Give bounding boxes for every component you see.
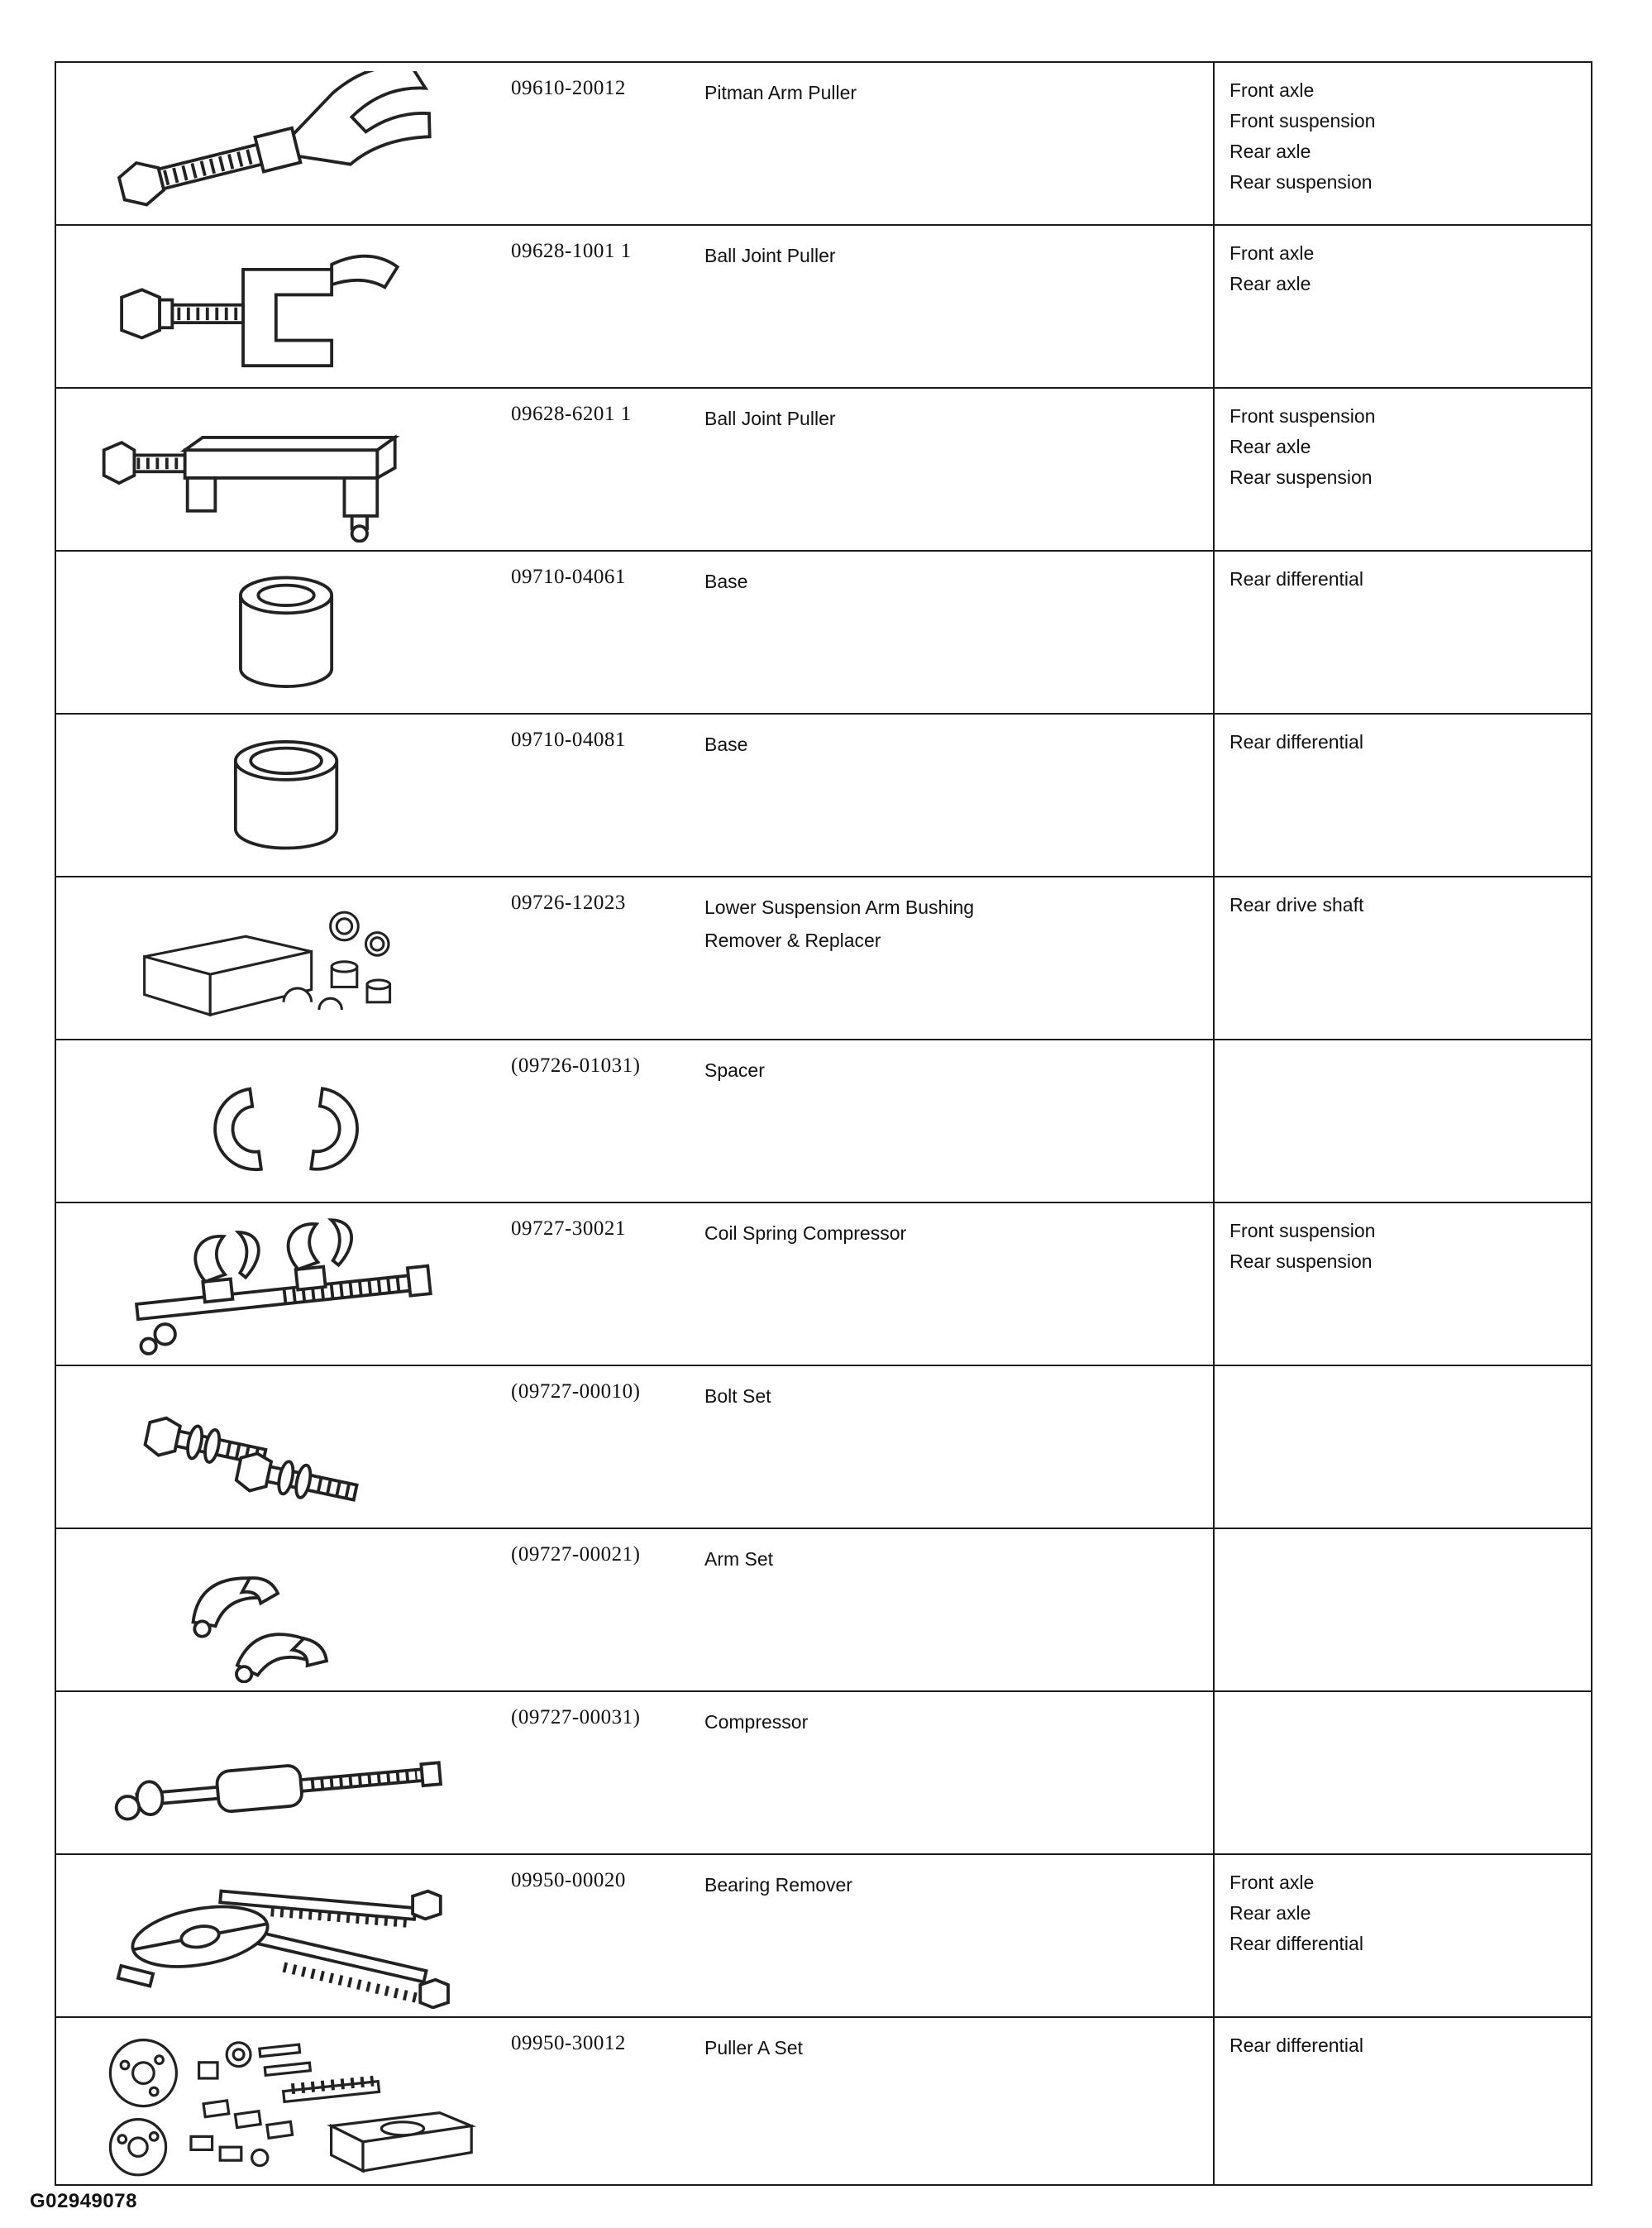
tool-name-line: Remover & Replacer [704,930,881,951]
application: Front suspension [1229,1220,1376,1241]
tool-name-line: Bolt Set [704,1385,771,1407]
tool-name-line: Ball Joint Puller [704,408,836,429]
illustration-bushing-remover-kit [56,877,511,1039]
tool-name-line: Pitman Arm Puller [704,82,857,103]
illustration-arm-set [56,1529,511,1690]
table-row [56,226,1591,389]
base-icon [93,723,474,868]
bearing-remover-icon [93,1863,474,2009]
applications [1213,1203,1591,1365]
tool-name [704,1529,1213,1690]
tool-name [704,63,1213,224]
application: Front suspension [1229,110,1376,131]
illustration-pitman-arm-puller [56,63,511,224]
illustration-bolt-set [56,1366,511,1528]
tool-name-line: Base [704,734,748,755]
illustration-ball-joint-puller-frame [56,389,511,550]
ball-joint-puller-frame-icon [93,397,474,543]
part-number: 09950-00020 [511,1869,626,1891]
table-row [56,715,1591,877]
coil-spring-compressor-icon [93,1212,474,1357]
spacer-icon [93,1049,474,1194]
part-number: 09610-20012 [511,77,626,99]
application: Rear suspension [1229,1250,1373,1272]
base-icon [93,560,474,705]
part-number: (09727-00010) [511,1380,641,1403]
table-row [56,877,1591,1040]
illustration-compressor [56,1692,511,1853]
bushing-kit-icon [93,886,474,1031]
application: Rear differential [1229,731,1363,753]
table-row [56,1366,1591,1529]
application: Rear suspension [1229,466,1373,488]
table-row [56,1529,1591,1692]
part-number: (09727-00031) [511,1706,641,1728]
application: Rear suspension [1229,171,1373,193]
illustration-ball-joint-puller-c-clamp [56,226,511,387]
tool-name [704,1366,1213,1528]
tool-name [704,1855,1213,2016]
table-row [56,1203,1591,1366]
tool-name-line: Puller A Set [704,2037,803,2058]
pitman-arm-puller-icon [93,71,474,217]
applications [1213,1692,1591,1853]
tool-name-line: Ball Joint Puller [704,245,836,266]
arm-set-icon [93,1537,474,1683]
part-number: 09628-1001 1 [511,240,632,262]
table-row [56,552,1591,715]
applications [1213,1366,1591,1528]
ball-joint-puller-icon [93,234,474,380]
illustration-base-cylinder-wide [56,715,511,876]
application: Rear differential [1229,2034,1363,2056]
tool-name-line: Lower Suspension Arm Bushing [704,896,975,918]
tool-name-line: Compressor [704,1711,809,1733]
sst-table [55,61,1592,2186]
table-row [56,1855,1591,2018]
applications [1213,63,1591,224]
table-row [56,389,1591,552]
part-number: 09710-04081 [511,729,626,751]
application: Front axle [1229,1872,1315,1893]
bolt-set-icon [93,1375,474,1520]
application: Front suspension [1229,405,1376,427]
table-row [56,2018,1591,2184]
tool-name [704,2018,1213,2184]
application: Rear differential [1229,568,1363,590]
tool-name [704,389,1213,550]
applications [1213,1040,1591,1202]
applications [1213,389,1591,550]
figure-id: G02949078 [30,2190,137,2212]
applications [1213,877,1591,1039]
part-number: 09726-12023 [511,892,626,914]
tool-name-line: Spacer [704,1059,765,1081]
table-row [56,1040,1591,1203]
applications [1213,715,1591,876]
part-number: (09727-00021) [511,1543,641,1566]
tool-name [704,552,1213,713]
illustration-base-cylinder [56,552,511,713]
compressor-icon [93,1700,474,1846]
tool-name-line: Arm Set [704,1548,774,1570]
puller-a-set-icon [77,2025,490,2178]
tool-name [704,715,1213,876]
application: Front axle [1229,79,1315,101]
tool-name-line: Coil Spring Compressor [704,1222,907,1244]
table-row [56,1692,1591,1855]
illustration-spacer-halves [56,1040,511,1202]
part-number: 09628-6201 1 [511,403,632,425]
illustration-bearing-remover [56,1855,511,2016]
tool-name [704,877,1213,1039]
application: Rear axle [1229,141,1311,162]
application: Rear axle [1229,1902,1311,1924]
tool-name [704,1040,1213,1202]
part-number: (09726-01031) [511,1054,641,1077]
applications [1213,1529,1591,1690]
tool-name-line: Bearing Remover [704,1874,852,1896]
tool-name [704,1203,1213,1365]
part-number: 09710-04061 [511,566,626,588]
application: Rear drive shaft [1229,894,1364,916]
tool-name [704,1692,1213,1853]
application: Rear axle [1229,273,1311,294]
application: Rear differential [1229,1933,1363,1954]
illustration-coil-spring-compressor [56,1203,511,1365]
application: Front axle [1229,242,1315,264]
applications [1213,226,1591,387]
table-row [56,63,1591,226]
part-number: 09950-30012 [511,2032,626,2054]
application: Rear axle [1229,436,1311,457]
applications [1213,1855,1591,2016]
illustration-puller-a-set [56,2018,511,2184]
applications [1213,552,1591,713]
tool-name [704,226,1213,387]
applications [1213,2018,1591,2184]
part-number: 09727-30021 [511,1217,626,1240]
tool-name-line: Base [704,571,748,592]
